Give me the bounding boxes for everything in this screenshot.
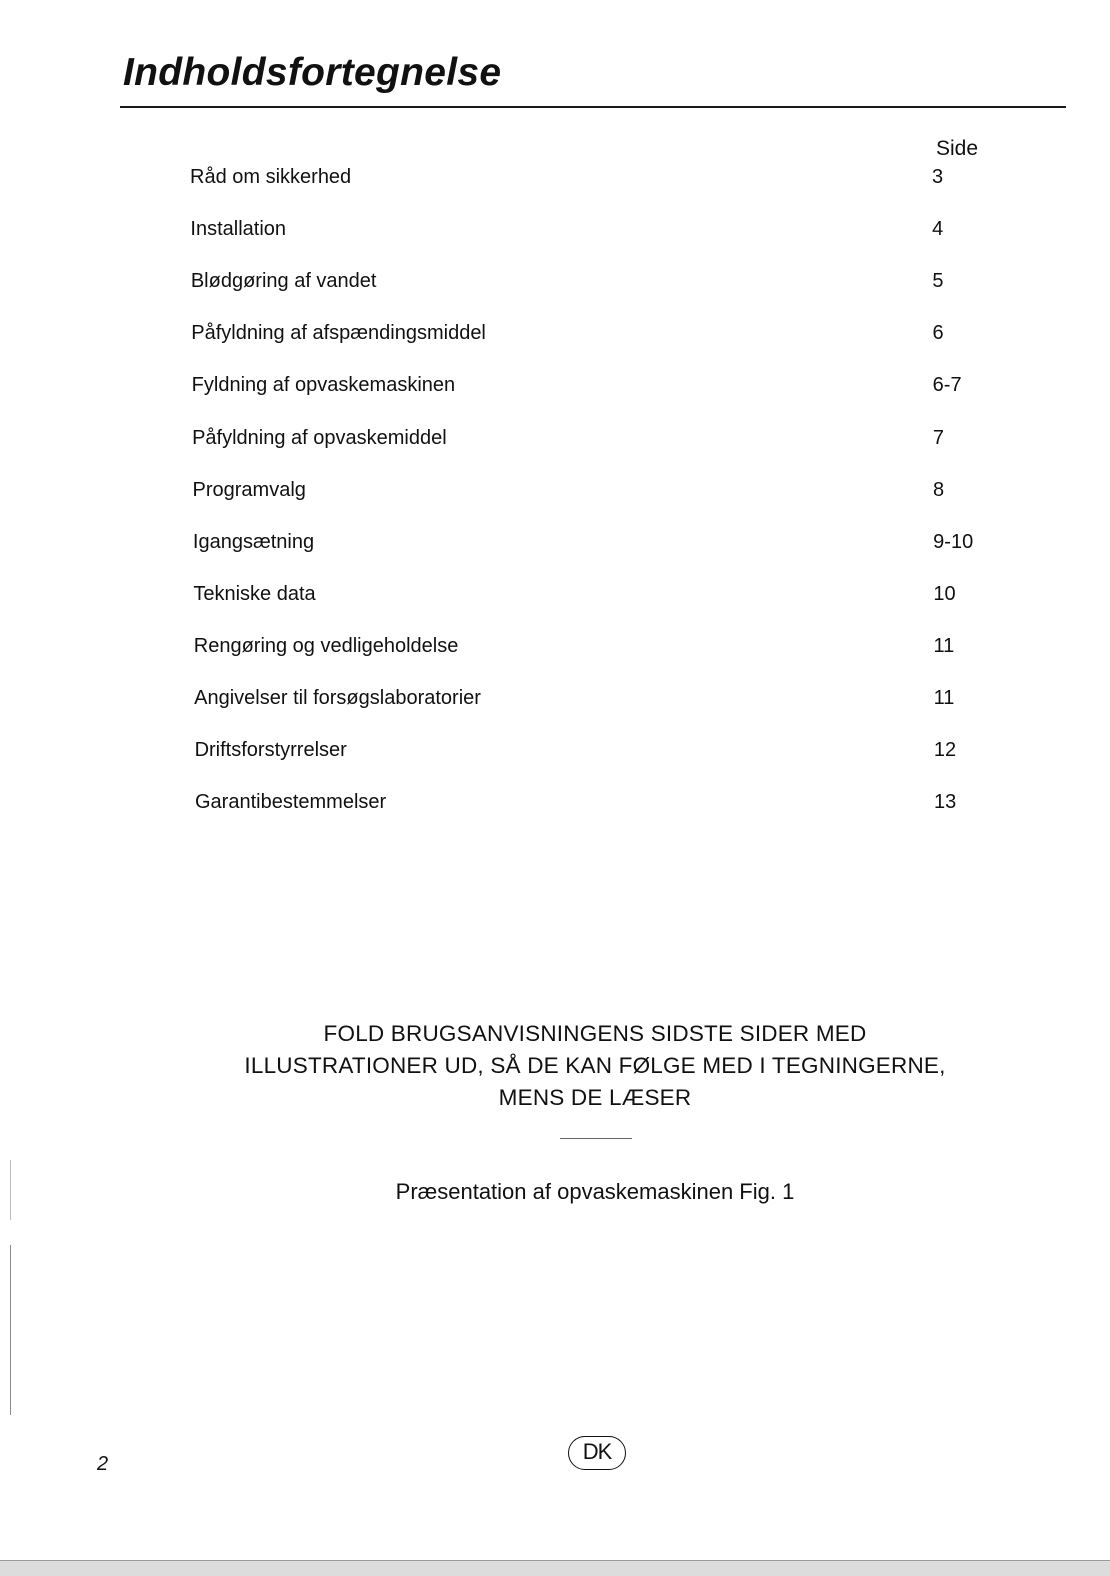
toc-entry-page: 4 (932, 218, 944, 241)
toc-entry-page: 7 (932, 426, 944, 449)
toc-entry (0, 737, 1110, 763)
toc-entry-title: Rengøring og vedligeholdelse (193, 634, 459, 657)
scan-edge-mark (10, 1160, 11, 1220)
toc-entry (0, 529, 1110, 555)
fold-out-notice (180, 1018, 1010, 1114)
toc-entry (0, 685, 1110, 711)
toc-entry-title: Tekniske data (193, 582, 316, 605)
toc-entry-page: 3 (932, 166, 944, 188)
toc-entry-page: 9-10 (933, 530, 974, 553)
notice-line-1: FOLD BRUGSANVISNINGENS SIDSTE SIDER MED (323, 1021, 867, 1046)
toc-entry-title: Igangsætning (192, 530, 315, 553)
toc-entry (0, 164, 1110, 190)
toc-entry-title: Fyldning af opvaskemaskinen (191, 374, 456, 397)
toc-entry-page: 12 (933, 739, 957, 762)
toc-entry-page: 11 (933, 634, 955, 657)
toc-entry (0, 320, 1110, 346)
toc-entry (0, 372, 1110, 398)
toc-entry-title: Garantibestemmelser (195, 791, 387, 814)
page-number: 2 (97, 1453, 109, 1475)
title-divider (120, 106, 1066, 108)
toc-entry-page: 10 (933, 582, 956, 605)
toc-entry-title: Programvalg (192, 478, 306, 501)
toc-entry-title: Råd om sikkerhed (190, 166, 352, 188)
toc-entry-page: 11 (933, 687, 955, 709)
toc-entry-title: Driftsforstyrrelser (194, 739, 347, 762)
toc-entry (0, 477, 1110, 503)
toc-entry-page: 5 (932, 270, 944, 293)
presentation-caption: Præsentation af opvaskemaskinen Fig. 1 (395, 1179, 795, 1204)
toc-entry-title: Installation (190, 218, 287, 241)
toc-entry-title: Blødgøring af vandet (190, 270, 377, 293)
side-column-header: Side (936, 137, 979, 160)
toc-entry-page: 6 (932, 322, 944, 345)
toc-entry (0, 633, 1110, 659)
page-title: Indholdsfortegnelse (123, 51, 502, 94)
toc-entry-title: Angivelser til forsøgslaboratorier (194, 687, 481, 709)
toc-entry (0, 268, 1110, 294)
section-divider (560, 1138, 632, 1139)
country-badge: DK (568, 1436, 626, 1470)
toc-entry (0, 425, 1110, 451)
toc-entry-page: 6-7 (932, 374, 962, 397)
toc-entry-title: Påfyldning af opvaskemiddel (192, 426, 447, 449)
toc-entry-title: Påfyldning af afspændingsmiddel (191, 322, 486, 345)
toc-entry (0, 581, 1110, 607)
scan-bottom-edge (0, 1560, 1110, 1576)
toc-entry (0, 216, 1110, 242)
toc-entry (0, 789, 1110, 815)
notice-line-3: MENS DE LÆSER (498, 1085, 692, 1110)
scan-edge-mark (10, 1245, 11, 1415)
toc-entry-page: 13 (934, 791, 957, 814)
notice-line-2: ILLUSTRATIONER UD, SÅ DE KAN FØLGE MED I TEGNINGERNE, (244, 1053, 946, 1078)
toc-entry-page: 8 (933, 478, 945, 501)
